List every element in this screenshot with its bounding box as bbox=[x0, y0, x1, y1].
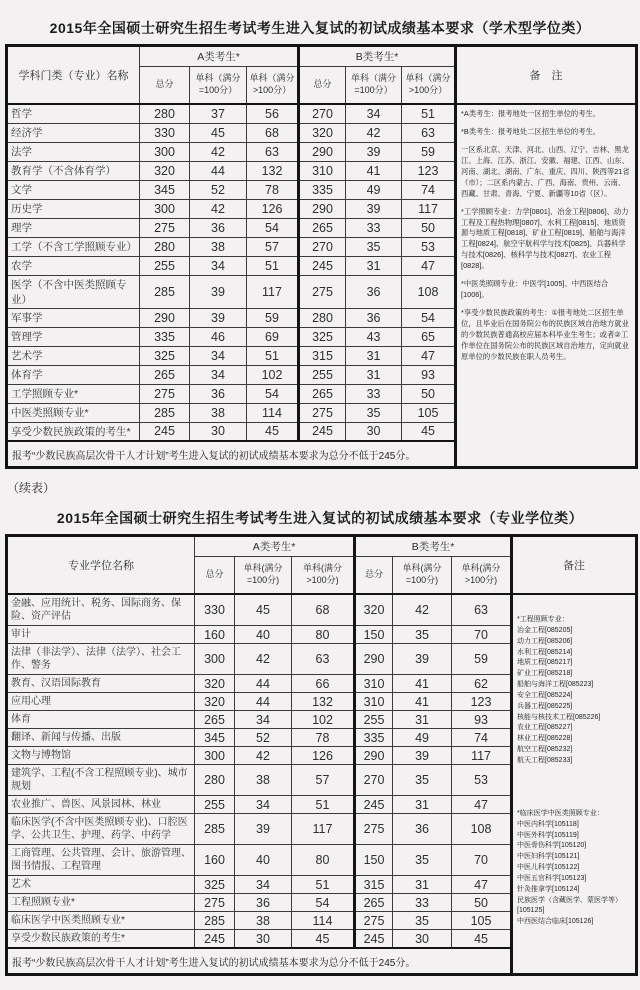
row-label: 金融、应用统计、税务、国际商务、保险、资产评估 bbox=[7, 594, 195, 626]
score-cell: 36 bbox=[346, 308, 402, 327]
score-cell: 335 bbox=[140, 327, 190, 346]
score-cell: 62 bbox=[452, 675, 512, 693]
score-cell: 44 bbox=[235, 693, 292, 711]
header-eq100-b: 单科(满分=100分) bbox=[393, 557, 452, 595]
header-total-a: 总分 bbox=[140, 67, 190, 105]
score-cell: 325 bbox=[299, 327, 346, 346]
row-label: 建筑学、工程(不含工程照顾专业)、城市规划 bbox=[7, 765, 195, 796]
score-cell: 300 bbox=[195, 644, 235, 675]
score-cell: 51 bbox=[292, 796, 355, 814]
note-line: *B类考生：报考地处二区招生单位的考生。 bbox=[461, 126, 601, 136]
score-cell: 36 bbox=[190, 218, 247, 237]
row-label: 医学（不含中医类照顾专业） bbox=[7, 275, 140, 308]
score-cell: 31 bbox=[393, 711, 452, 729]
score-cell: 47 bbox=[452, 876, 512, 894]
note-line: 中医妇科学[105121] bbox=[517, 853, 580, 861]
score-cell: 50 bbox=[402, 218, 456, 237]
score-cell: 34 bbox=[190, 256, 247, 275]
score-cell: 45 bbox=[402, 422, 456, 441]
score-cell: 285 bbox=[140, 275, 190, 308]
score-cell: 126 bbox=[247, 199, 299, 218]
score-cell: 54 bbox=[292, 894, 355, 912]
table2-title: 2015年全国硕士研究生招生考试考生进入复试的初试成绩基本要求（专业学位类） bbox=[56, 510, 584, 526]
score-cell: 35 bbox=[346, 237, 402, 256]
note-line: 中医骨伤科学[105120] bbox=[517, 842, 587, 850]
score-cell: 150 bbox=[355, 626, 393, 644]
row-label: 教育学（不含体育学） bbox=[7, 161, 140, 180]
score-cell: 35 bbox=[393, 765, 452, 796]
note-line: 冶金工程[085205] bbox=[517, 626, 573, 634]
score-cell: 46 bbox=[190, 327, 247, 346]
score-cell: 54 bbox=[247, 218, 299, 237]
score-cell: 33 bbox=[346, 384, 402, 403]
note-line: *享受少数民族政策的考生：①报考地处二区招生单位，且毕业后在国务院公布的民族区域自治地方就业的少数民族普通高校应届本科毕业生考生；或者②工作单位在国务院公布的民族区域自治地方，定向就业原单位的少数民族在职人员考生。 bbox=[461, 308, 629, 361]
score-cell: 265 bbox=[140, 365, 190, 384]
note-line: 航空工程[085232] bbox=[517, 746, 573, 754]
row-label: 享受少数民族政策的考生* bbox=[7, 930, 195, 949]
score-cell: 285 bbox=[195, 912, 235, 930]
score-cell: 280 bbox=[140, 237, 190, 256]
score-cell: 31 bbox=[346, 365, 402, 384]
note-line: 航天工程[085233] bbox=[517, 756, 573, 764]
score-cell: 108 bbox=[452, 814, 512, 845]
score-cell: 38 bbox=[190, 403, 247, 422]
score-cell: 265 bbox=[299, 218, 346, 237]
note-line: 水利工程[085214] bbox=[517, 648, 573, 656]
score-cell: 245 bbox=[299, 422, 346, 441]
score-cell: 35 bbox=[393, 626, 452, 644]
table1-body bbox=[7, 104, 637, 468]
score-cell: 38 bbox=[235, 765, 292, 796]
row-label: 翻译、新闻与传播、出版 bbox=[7, 729, 195, 747]
score-cell: 41 bbox=[393, 693, 452, 711]
header-group-a: A类考生* bbox=[195, 536, 355, 557]
score-cell: 38 bbox=[190, 237, 247, 256]
score-cell: 275 bbox=[140, 218, 190, 237]
row-label: 经济学 bbox=[7, 123, 140, 142]
header-total-a: 总分 bbox=[195, 557, 235, 595]
score-cell: 56 bbox=[247, 104, 299, 123]
score-cell: 63 bbox=[452, 594, 512, 626]
score-cell: 34 bbox=[235, 711, 292, 729]
score-cell: 320 bbox=[195, 675, 235, 693]
note-line: 动力工程[085206] bbox=[517, 637, 573, 645]
score-cell: 43 bbox=[346, 327, 402, 346]
score-cell: 45 bbox=[452, 930, 512, 949]
score-cell: 42 bbox=[190, 142, 247, 161]
score-cell: 275 bbox=[355, 912, 393, 930]
note-line: 中西医结合临床[105126] bbox=[517, 918, 594, 926]
row-label: 应用心理 bbox=[7, 693, 195, 711]
score-cell: 105 bbox=[452, 912, 512, 930]
score-cell: 300 bbox=[195, 747, 235, 765]
score-cell: 51 bbox=[247, 346, 299, 365]
score-cell: 57 bbox=[292, 765, 355, 796]
score-cell: 54 bbox=[402, 308, 456, 327]
row-label: 艺术学 bbox=[7, 346, 140, 365]
score-cell: 51 bbox=[247, 256, 299, 275]
note-line: 一区系北京、天津、河北、山西、辽宁、吉林、黑龙江、上海、江苏、浙江、安徽、福建、江西、山东、河南、湖北、湖南、广东、重庆、四川、陕西等21省（市）；二区系内蒙古、广西、海南、贵州、云南、西藏、甘肃、青海、宁夏、新疆等10省（区）。 bbox=[461, 144, 630, 198]
score-cell: 42 bbox=[235, 747, 292, 765]
professional-score-table bbox=[5, 534, 638, 976]
score-cell: 78 bbox=[292, 729, 355, 747]
score-cell: 310 bbox=[299, 161, 346, 180]
score-cell: 290 bbox=[140, 308, 190, 327]
score-cell: 39 bbox=[190, 308, 247, 327]
score-cell: 335 bbox=[355, 729, 393, 747]
score-cell: 330 bbox=[195, 594, 235, 626]
note-block bbox=[517, 615, 631, 767]
score-cell: 31 bbox=[393, 796, 452, 814]
score-cell: 275 bbox=[355, 814, 393, 845]
note-line: 中医外科学[105119] bbox=[517, 831, 579, 839]
score-cell: 47 bbox=[402, 256, 456, 275]
score-cell: 51 bbox=[292, 876, 355, 894]
score-cell: 270 bbox=[299, 104, 346, 123]
score-cell: 315 bbox=[299, 346, 346, 365]
note-line: 安全工程[085224] bbox=[517, 691, 573, 699]
note-block-title: *工程照顾专业： bbox=[517, 616, 569, 623]
continued-label: （续表） bbox=[7, 481, 56, 495]
row-label: 历史学 bbox=[7, 199, 140, 218]
score-cell: 70 bbox=[452, 845, 512, 876]
header-gt100-a: 单科（满分>100分） bbox=[247, 67, 299, 105]
score-cell: 74 bbox=[452, 729, 512, 747]
note-block-title: *临床医学中医类照顾专业： bbox=[517, 809, 604, 817]
header-eq100-b: 单科（满分=100分） bbox=[346, 67, 402, 105]
score-cell: 39 bbox=[393, 747, 452, 765]
row-label: 艺术 bbox=[7, 876, 195, 894]
score-cell: 310 bbox=[355, 693, 393, 711]
header-notes-col: 备注 bbox=[512, 536, 637, 595]
score-cell: 265 bbox=[195, 711, 235, 729]
score-cell: 132 bbox=[292, 693, 355, 711]
score-cell: 68 bbox=[247, 123, 299, 142]
header-eq100-a: 单科(满分=100分) bbox=[235, 557, 292, 595]
row-label: 审计 bbox=[7, 626, 195, 644]
note-line: 中医五官科学[105123] bbox=[517, 874, 587, 882]
note-line: *工学照顾专业：力学[0801]、冶金工程[0806]、动力工程及工程热物理[0807]、水利工程[0815]、地质资源与地质工程[0818]、矿业工程[0819]、船舶与海洋工程[0824]、航空宇航科学与技术[0825]、兵器科学与技术[0826]、核科学与技术[0827]、农业工程[0828]。 bbox=[461, 206, 629, 271]
score-cell: 70 bbox=[452, 626, 512, 644]
score-cell: 47 bbox=[402, 346, 456, 365]
header-notes-col: 备 注 bbox=[456, 46, 637, 105]
row-label: 军事学 bbox=[7, 308, 140, 327]
score-cell: 40 bbox=[235, 626, 292, 644]
score-cell: 285 bbox=[195, 814, 235, 845]
score-cell: 285 bbox=[140, 403, 190, 422]
score-cell: 275 bbox=[299, 403, 346, 422]
score-cell: 255 bbox=[299, 365, 346, 384]
score-cell: 102 bbox=[247, 365, 299, 384]
score-cell: 51 bbox=[402, 104, 456, 123]
score-cell: 74 bbox=[402, 180, 456, 199]
score-cell: 45 bbox=[292, 930, 355, 949]
header-gt100-b: 单科(满分>100分) bbox=[452, 557, 512, 595]
score-cell: 47 bbox=[452, 796, 512, 814]
note-line: 民族医学（含藏医学、蒙医学等）[105125] bbox=[517, 896, 623, 915]
table-footnote: 报考“少数民族高层次骨干人才计划”考生进入复试的初试成绩基本要求为总分不低于245分。 bbox=[7, 441, 456, 468]
score-cell: 245 bbox=[355, 796, 393, 814]
score-cell: 30 bbox=[235, 930, 292, 949]
score-cell: 37 bbox=[190, 104, 247, 123]
table2-header bbox=[7, 536, 637, 595]
score-cell: 36 bbox=[190, 384, 247, 403]
score-cell: 44 bbox=[235, 675, 292, 693]
score-cell: 36 bbox=[235, 894, 292, 912]
score-cell: 160 bbox=[195, 626, 235, 644]
row-label: 农业推广、兽医、风景园林、林业 bbox=[7, 796, 195, 814]
score-cell: 42 bbox=[190, 199, 247, 218]
score-cell: 245 bbox=[299, 256, 346, 275]
row-label: 哲学 bbox=[7, 104, 140, 123]
score-cell: 290 bbox=[299, 199, 346, 218]
score-cell: 105 bbox=[402, 403, 456, 422]
score-cell: 300 bbox=[140, 199, 190, 218]
score-cell: 265 bbox=[355, 894, 393, 912]
table-row bbox=[7, 104, 637, 123]
score-cell: 44 bbox=[190, 161, 247, 180]
score-cell: 49 bbox=[393, 729, 452, 747]
row-label: 工程照顾专业* bbox=[7, 894, 195, 912]
score-cell: 68 bbox=[292, 594, 355, 626]
score-cell: 280 bbox=[140, 104, 190, 123]
score-cell: 280 bbox=[195, 765, 235, 796]
score-cell: 275 bbox=[140, 384, 190, 403]
score-cell: 117 bbox=[247, 275, 299, 308]
score-cell: 39 bbox=[235, 814, 292, 845]
score-cell: 245 bbox=[140, 422, 190, 441]
header-total-b: 总分 bbox=[355, 557, 393, 595]
note-line: 兵器工程[085225] bbox=[517, 702, 573, 710]
score-cell: 39 bbox=[346, 199, 402, 218]
score-cell: 45 bbox=[247, 422, 299, 441]
score-cell: 53 bbox=[452, 765, 512, 796]
row-label: 理学 bbox=[7, 218, 140, 237]
header-group-a: A类考生* bbox=[140, 46, 299, 67]
score-cell: 117 bbox=[452, 747, 512, 765]
score-cell: 63 bbox=[402, 123, 456, 142]
score-cell: 31 bbox=[346, 256, 402, 275]
row-label: 法律（非法学）、法律（法学）、社会工作、警务 bbox=[7, 644, 195, 675]
score-cell: 34 bbox=[346, 104, 402, 123]
score-cell: 330 bbox=[140, 123, 190, 142]
note-line: 矿业工程[085218] bbox=[517, 670, 573, 678]
score-cell: 66 bbox=[292, 675, 355, 693]
score-cell: 33 bbox=[393, 894, 452, 912]
score-cell: 38 bbox=[235, 912, 292, 930]
score-cell: 108 bbox=[402, 275, 456, 308]
score-cell: 59 bbox=[247, 308, 299, 327]
header-group-b: B类考生* bbox=[299, 46, 456, 67]
row-label: 享受少数民族政策的考生* bbox=[7, 422, 140, 441]
row-label: 工学照顾专业* bbox=[7, 384, 140, 403]
score-cell: 34 bbox=[235, 876, 292, 894]
row-label: 中医类照顾专业* bbox=[7, 403, 140, 422]
academic-score-table bbox=[5, 44, 638, 469]
score-cell: 69 bbox=[247, 327, 299, 346]
score-cell: 345 bbox=[140, 180, 190, 199]
score-cell: 290 bbox=[355, 747, 393, 765]
score-cell: 36 bbox=[346, 275, 402, 308]
notes-cell bbox=[456, 104, 637, 468]
score-cell: 59 bbox=[452, 644, 512, 675]
score-cell: 35 bbox=[393, 845, 452, 876]
score-cell: 275 bbox=[299, 275, 346, 308]
score-cell: 80 bbox=[292, 626, 355, 644]
score-cell: 78 bbox=[247, 180, 299, 199]
score-cell: 42 bbox=[393, 594, 452, 626]
row-label: 文物与博物馆 bbox=[7, 747, 195, 765]
score-cell: 123 bbox=[402, 161, 456, 180]
note-line: 中医儿科学[105122] bbox=[517, 864, 580, 872]
score-cell: 275 bbox=[195, 894, 235, 912]
score-cell: 123 bbox=[452, 693, 512, 711]
row-label: 农学 bbox=[7, 256, 140, 275]
score-cell: 41 bbox=[346, 161, 402, 180]
score-cell: 30 bbox=[393, 930, 452, 949]
note-line: 中医内科学[105118] bbox=[517, 820, 579, 828]
row-label: 体育学 bbox=[7, 365, 140, 384]
score-cell: 49 bbox=[346, 180, 402, 199]
header-name-col: 专业学位名称 bbox=[7, 536, 195, 595]
table1-title: 2015年全国硕士研究生招生考试考生进入复试的初试成绩基本要求（学术型学位类） bbox=[49, 20, 591, 36]
score-cell: 40 bbox=[235, 845, 292, 876]
score-cell: 300 bbox=[140, 142, 190, 161]
score-cell: 42 bbox=[346, 123, 402, 142]
score-cell: 52 bbox=[190, 180, 247, 199]
score-cell: 30 bbox=[346, 422, 402, 441]
row-label: 临床医学(不含中医类照顾专业)、口腔医学、公共卫生、护理、药学、中药学 bbox=[7, 814, 195, 845]
score-cell: 34 bbox=[190, 365, 247, 384]
score-cell: 265 bbox=[299, 384, 346, 403]
score-cell: 39 bbox=[393, 644, 452, 675]
score-cell: 63 bbox=[292, 644, 355, 675]
header-total-b: 总分 bbox=[299, 67, 346, 105]
note-line: 林业工程[085228] bbox=[517, 735, 573, 743]
header-eq100-a: 单科（满分=100分） bbox=[190, 67, 247, 105]
score-cell: 114 bbox=[247, 403, 299, 422]
score-cell: 45 bbox=[235, 594, 292, 626]
score-cell: 63 bbox=[247, 142, 299, 161]
row-label: 管理学 bbox=[7, 327, 140, 346]
score-cell: 335 bbox=[299, 180, 346, 199]
row-label: 文学 bbox=[7, 180, 140, 199]
score-cell: 34 bbox=[235, 796, 292, 814]
score-cell: 35 bbox=[346, 403, 402, 422]
score-cell: 245 bbox=[195, 930, 235, 949]
score-cell: 65 bbox=[402, 327, 456, 346]
score-cell: 320 bbox=[355, 594, 393, 626]
score-cell: 114 bbox=[292, 912, 355, 930]
score-cell: 102 bbox=[292, 711, 355, 729]
row-label: 体育 bbox=[7, 711, 195, 729]
score-cell: 150 bbox=[355, 845, 393, 876]
score-cell: 132 bbox=[247, 161, 299, 180]
score-cell: 117 bbox=[292, 814, 355, 845]
score-cell: 270 bbox=[299, 237, 346, 256]
score-cell: 41 bbox=[393, 675, 452, 693]
note-block bbox=[517, 809, 631, 928]
score-cell: 35 bbox=[393, 912, 452, 930]
header-gt100-b: 单科（满分>100分） bbox=[402, 67, 456, 105]
row-label: 教育、汉语国际教育 bbox=[7, 675, 195, 693]
score-cell: 310 bbox=[355, 675, 393, 693]
score-cell: 42 bbox=[235, 644, 292, 675]
note-line: *A类考生：报考地处一区招生单位的考生。 bbox=[461, 109, 601, 118]
score-cell: 255 bbox=[195, 796, 235, 814]
header-group-b: B类考生* bbox=[355, 536, 512, 557]
row-label: 临床医学中医类照顾专业* bbox=[7, 912, 195, 930]
table1-header bbox=[7, 46, 637, 105]
note-line: 核能与核技术工程[085226] bbox=[517, 713, 601, 721]
note-line: 针灸推拿学[105124] bbox=[517, 885, 580, 893]
score-cell: 325 bbox=[140, 346, 190, 365]
score-cell: 39 bbox=[190, 275, 247, 308]
score-cell: 36 bbox=[393, 814, 452, 845]
row-label: 法学 bbox=[7, 142, 140, 161]
score-cell: 31 bbox=[393, 876, 452, 894]
score-cell: 57 bbox=[247, 237, 299, 256]
note-line: 船舶与海洋工程[085223] bbox=[517, 681, 594, 689]
score-cell: 325 bbox=[195, 876, 235, 894]
score-cell: 80 bbox=[292, 845, 355, 876]
table-footnote: 报考“少数民族高层次骨干人才计划”考生进入复试的初试成绩基本要求为总分不低于245分。 bbox=[7, 948, 512, 975]
score-cell: 93 bbox=[402, 365, 456, 384]
score-cell: 270 bbox=[355, 765, 393, 796]
score-cell: 290 bbox=[355, 644, 393, 675]
document-page bbox=[5, 0, 635, 990]
score-cell: 160 bbox=[195, 845, 235, 876]
score-cell: 50 bbox=[402, 384, 456, 403]
table2-body bbox=[7, 594, 637, 975]
score-cell: 290 bbox=[299, 142, 346, 161]
header-gt100-a: 单科(满分>100分) bbox=[292, 557, 355, 595]
score-cell: 320 bbox=[140, 161, 190, 180]
score-cell: 50 bbox=[452, 894, 512, 912]
score-cell: 320 bbox=[299, 123, 346, 142]
table-row bbox=[7, 594, 637, 626]
score-cell: 93 bbox=[452, 711, 512, 729]
score-cell: 45 bbox=[190, 123, 247, 142]
note-line: 农业工程[085227] bbox=[517, 724, 573, 732]
score-cell: 39 bbox=[346, 142, 402, 161]
score-cell: 33 bbox=[346, 218, 402, 237]
score-cell: 255 bbox=[355, 711, 393, 729]
score-cell: 126 bbox=[292, 747, 355, 765]
score-cell: 53 bbox=[402, 237, 456, 256]
score-cell: 30 bbox=[190, 422, 247, 441]
score-cell: 54 bbox=[247, 384, 299, 403]
header-name-col: 学科门类（专业）名称 bbox=[7, 46, 140, 105]
note-line: *中医类照顾专业：中医学[1005]、中西医结合[1006]。 bbox=[461, 279, 609, 300]
score-cell: 315 bbox=[355, 876, 393, 894]
score-cell: 34 bbox=[190, 346, 247, 365]
score-cell: 52 bbox=[235, 729, 292, 747]
score-cell: 255 bbox=[140, 256, 190, 275]
score-cell: 280 bbox=[299, 308, 346, 327]
score-cell: 117 bbox=[402, 199, 456, 218]
score-cell: 59 bbox=[402, 142, 456, 161]
notes-cell bbox=[512, 594, 637, 975]
score-cell: 320 bbox=[195, 693, 235, 711]
row-label: 工学（不含工学照顾专业） bbox=[7, 237, 140, 256]
score-cell: 245 bbox=[355, 930, 393, 949]
score-cell: 31 bbox=[346, 346, 402, 365]
row-label: 工商管理、公共管理、会计、旅游管理、图书情报、工程管理 bbox=[7, 845, 195, 876]
score-cell: 345 bbox=[195, 729, 235, 747]
note-line: 地质工程[085217] bbox=[517, 659, 573, 667]
